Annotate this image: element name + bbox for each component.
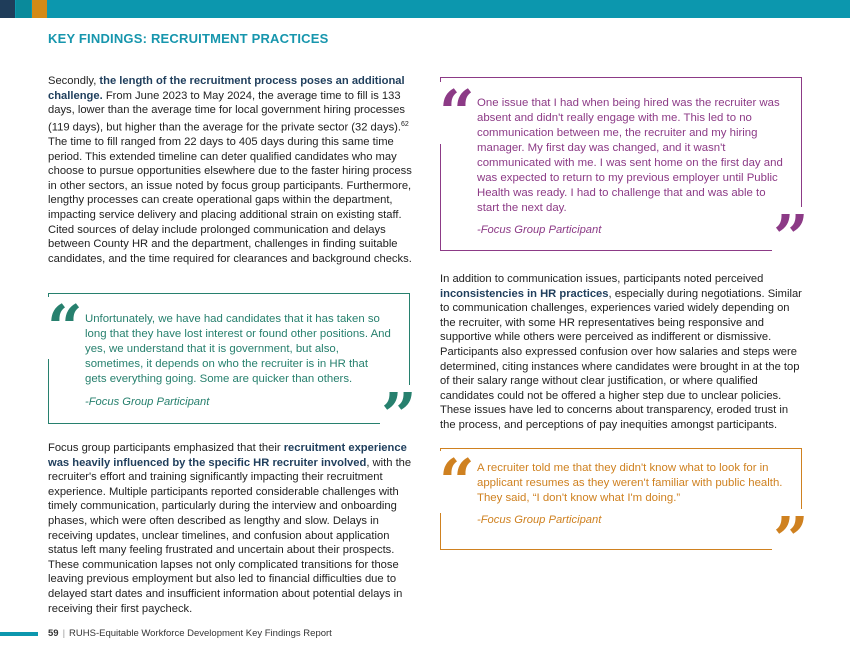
paragraph-emphasis: the length of the recruitment process poses an additional challenge.: [48, 75, 405, 102]
quote-box-absent-recruiter: [440, 77, 802, 251]
paragraph-recruiter-influence: [48, 441, 413, 616]
paragraph-intro: Secondly,: [48, 75, 100, 87]
close-quote-icon: ”: [381, 379, 417, 452]
page-footer: [48, 628, 332, 639]
navy-square-decoration: [0, 0, 15, 18]
paragraph-body-continued: The time to fill ranged from 22 days to 405 days during this same time period. This extended timeline can deter qualified candidates who may choose to pursue opportunities elsewhere due to the faster hiring process in other sectors, an issue noted by focus group participants. Furthermore, lengthy processes can create operational gaps within the department, impacting service delivery and placing additional strain on existing staff. Cited sources of delay include prolonged communication and delays between County HR and the department, challenges in finding suitable candidates, and the time required for clearances and background checks.: [48, 136, 412, 265]
paragraph-emphasis: recruitment experience was heavily influenced by the specific HR recruiter involved: [48, 442, 407, 469]
quote-text: One issue that I had when being hired was the recruiter was absent and didn't really engage with me. This led to no communication between me, the recruiter and my hiring manager. My first day was changed, and it wasn't communicated with me. I was sent home on the first day and was expected to return to my previous employer until Public Health was ready. I had to challenge that and was able to start the next day.: [477, 97, 783, 214]
report-title: RUHS-Equitable Workforce Development Key Findings Report: [69, 628, 332, 639]
open-quote-icon: “: [47, 291, 83, 364]
top-color-band: [0, 0, 850, 18]
quote-attribution: -Focus Group Participant: [477, 224, 602, 236]
paragraph-intro: In addition to communication issues, participants noted perceived: [440, 273, 764, 285]
open-quote-icon: “: [439, 76, 475, 149]
page-number: 59: [48, 628, 59, 639]
footer-separator: |: [62, 628, 66, 639]
quote-attribution: -Focus Group Participant: [85, 396, 210, 408]
quote-text: A recruiter told me that they didn't know what to look for in applicant resumes as they weren't familiar with public health. They said, “I don't know what I'm doing.”: [477, 462, 783, 504]
teal-square-decoration: [16, 0, 31, 18]
footnote-marker: 62: [401, 120, 409, 128]
section-title: KEY FINDINGS: RECRUITMENT PRACTICES: [48, 31, 329, 46]
paragraph-body: From June 2023 to May 2024, the average time to fill is 133 days, lower than the average time for local government hiring processes (119 days), but higher than the average for the private sector (32 days).: [48, 89, 405, 134]
paragraph-hr-inconsistencies: [440, 272, 802, 433]
open-quote-icon: “: [439, 445, 475, 518]
quote-text: Unfortunately, we have had candidates that it has taken so long that they have lost interest or found other positions. And yes, we understand that it is government, but also, sometimes, it depends on who the recruiter is in HR that gets everything going. Some are quicker than others.: [85, 313, 391, 385]
close-quote-icon: ”: [773, 503, 809, 576]
quote-box-unfamiliar-recruiter: [439, 445, 802, 550]
paragraph-emphasis: inconsistencies in HR practices: [440, 287, 609, 300]
orange-square-decoration: [32, 0, 47, 18]
paragraph-recruitment-length: [48, 74, 413, 266]
close-quote-icon: ”: [773, 201, 809, 274]
footer-accent-bar: [0, 632, 38, 636]
quote-attribution: -Focus Group Participant: [477, 514, 602, 526]
paragraph-body: , with the recruiter's effort and training significantly impacting their recruitment experience. Multiple participants reported considerable challenges with timely communication, particularly during the interview and onboarding phases, which were often described as lengthy and slow. Delays in receiving updates, unclear timelines, and confusion about application status left many feeling frustrated and uncertain about their prospects. These communication lapses not only complicated transitions for those leaving previous employment but also led to financial difficulties due to delayed start dates and insufficient information about potential delays in receiving their first paycheck.: [48, 456, 412, 615]
paragraph-intro: Focus group participants emphasized that their: [48, 442, 284, 454]
quote-box-candidates-lost-interest: [48, 293, 410, 424]
paragraph-body: , especially during negotiations. Similar to communication challenges, experiences varied widely depending on the recruiter, with some HR representatives being responsive and supportive while others were perceived as indifferent or dismissive. Participants also expressed confusion over how salaries and steps were determined, citing instances where candidates were brought in at the top of their salary range without clear justification, or where qualified candidates could not be offered a higher step due to unclear policies. These issues have led to concerns about transparency, eroded trust in the process, and perceptions of pay inequities amongst participants.: [440, 287, 802, 431]
